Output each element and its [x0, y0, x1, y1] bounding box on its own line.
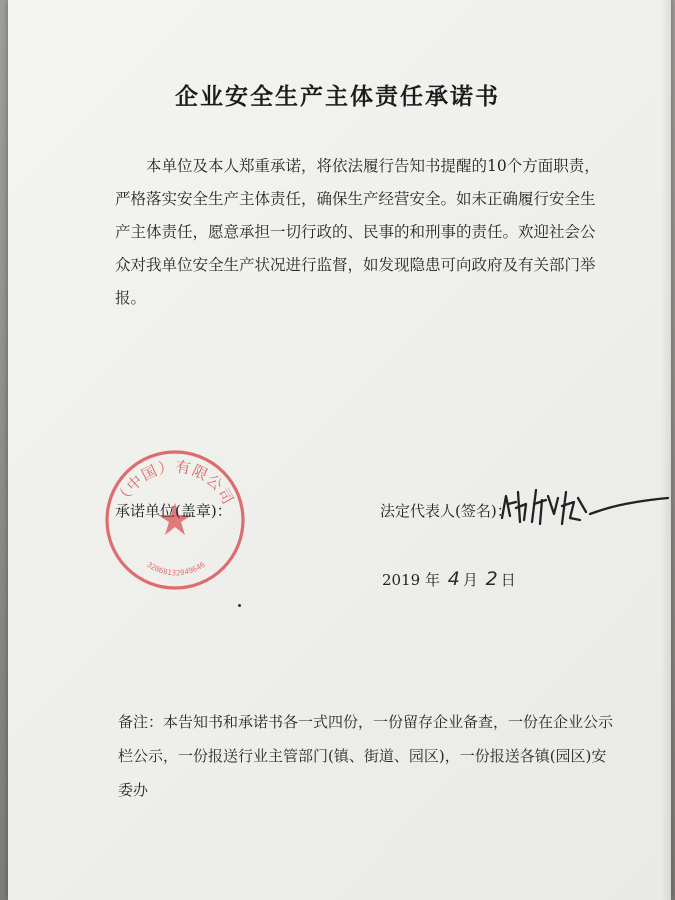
- paper-shadow-edge: [661, 0, 671, 900]
- seal-serial-number: 32068132049646: [145, 559, 207, 578]
- pledge-body: [115, 150, 600, 315]
- handwritten-signature: [496, 478, 671, 538]
- date-month-handwritten: 4: [447, 568, 460, 590]
- remarks-note: [118, 705, 618, 807]
- ink-dot: [238, 604, 241, 607]
- date-year: 2019 年: [382, 571, 440, 589]
- seal-label: 承诺单位(盖章)：: [115, 502, 232, 520]
- legal-representative-label: 法定代表人(签名)：: [380, 502, 512, 520]
- seal-top-text: （中国）有限公司: [112, 457, 238, 509]
- document-title: 企业安全生产主体责任承诺书: [175, 83, 500, 110]
- pledge-date: [382, 568, 516, 590]
- date-day-handwritten: 2: [485, 568, 498, 590]
- date-month-unit: 月: [462, 571, 478, 589]
- pledge-paragraph: 本单位及本人郑重承诺，将依法履行告知书提醒的10个方面职责，严格落实安全生产主体责任，确保生产经营安全。如未正确履行安全生产主体责任，愿意承担一切行政的、民事的和刑事的责任。欢迎社会公众对我单位安全生产状况进行监督，如发现隐患可向政府及有关部门举报。: [115, 157, 600, 307]
- date-day-unit: 日: [500, 571, 516, 589]
- remarks-text: 备注：本告知书和承诺书各一式四份，一份留存企业备查，一份在企业公示栏公示，一份报送行业主管部门(镇、街道、园区)，一份报送各镇(园区)安委办: [118, 713, 614, 799]
